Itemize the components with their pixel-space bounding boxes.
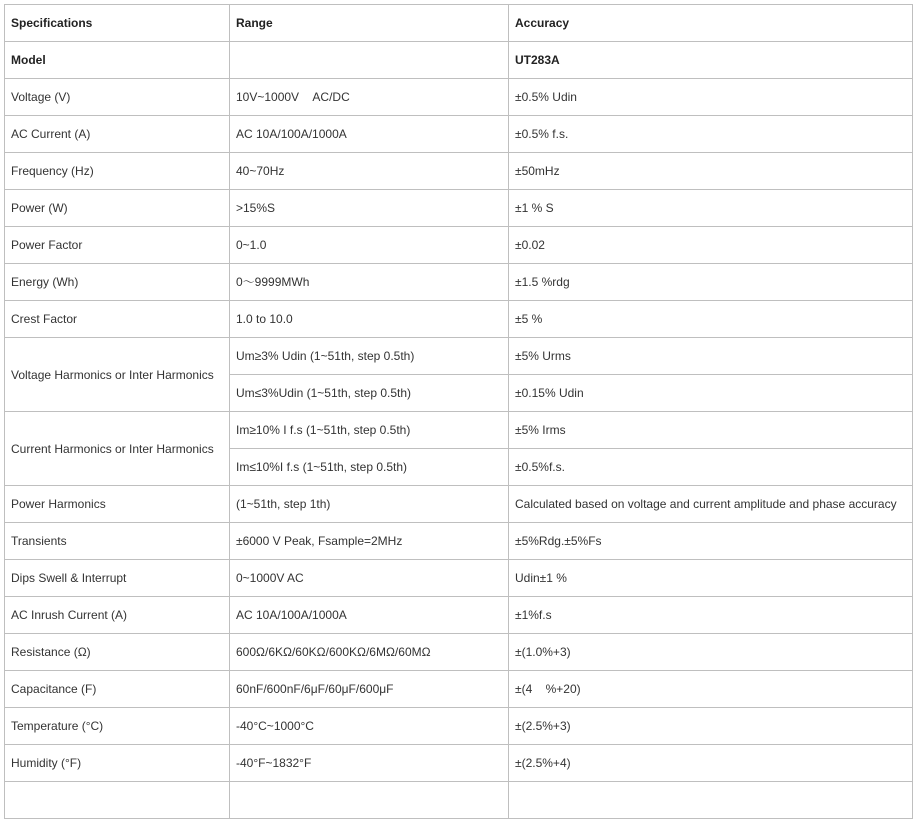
table-row [5, 338, 913, 375]
spec-cell: Dips Swell & Interrupt [5, 560, 230, 597]
range-cell: -40°F~1832°F [230, 745, 509, 782]
accuracy-cell: Udin±1 % [509, 560, 913, 597]
accuracy-cell: ±0.15% Udin [509, 375, 913, 412]
spec-cell: Transients [5, 523, 230, 560]
spec-cell: Capacitance (F) [5, 671, 230, 708]
spec-cell: Power (W) [5, 190, 230, 227]
empty-cell [5, 782, 230, 819]
table-header-row [5, 5, 913, 42]
range-cell: 0~1.0 [230, 227, 509, 264]
range-cell: Um≤3%Udin (1~51th, step 0.5th) [230, 375, 509, 412]
model-range [230, 42, 509, 79]
table-row [5, 486, 913, 523]
range-cell: Im≥10% I f.s (1~51th, step 0.5th) [230, 412, 509, 449]
range-cell: -40°C~1000°C [230, 708, 509, 745]
table-row [5, 745, 913, 782]
header-accuracy: Accuracy [509, 5, 913, 42]
table-row [5, 301, 913, 338]
range-cell: AC 10A/100A/1000A [230, 116, 509, 153]
range-cell: (1~51th, step 1th) [230, 486, 509, 523]
accuracy-cell: ±(1.0%+3) [509, 634, 913, 671]
range-cell: 1.0 to 10.0 [230, 301, 509, 338]
range-cell: Im≤10%I f.s (1~51th, step 0.5th) [230, 449, 509, 486]
table-row [5, 523, 913, 560]
accuracy-cell: ±(4 %+20) [509, 671, 913, 708]
table-row [5, 264, 913, 301]
table-row [5, 79, 913, 116]
table-row [5, 634, 913, 671]
empty-cell [230, 782, 509, 819]
range-cell: 600Ω/6KΩ/60KΩ/600KΩ/6MΩ/60MΩ [230, 634, 509, 671]
range-cell: AC 10A/100A/1000A [230, 597, 509, 634]
spec-cell: Resistance (Ω) [5, 634, 230, 671]
table-row [5, 227, 913, 264]
range-cell: ±6000 V Peak, Fsample=2MHz [230, 523, 509, 560]
accuracy-cell: ±(2.5%+3) [509, 708, 913, 745]
header-specifications: Specifications [5, 5, 230, 42]
range-cell: 60nF/600nF/6μF/60μF/600μF [230, 671, 509, 708]
accuracy-cell: ±1%f.s [509, 597, 913, 634]
range-cell: Um≥3% Udin (1~51th, step 0.5th) [230, 338, 509, 375]
range-cell: 0～9999MWh [230, 264, 509, 301]
spec-cell: AC Inrush Current (A) [5, 597, 230, 634]
spec-cell: Voltage Harmonics or Inter Harmonics [5, 338, 230, 412]
table-row [5, 153, 913, 190]
accuracy-cell: ±5%Rdg.±5%Fs [509, 523, 913, 560]
range-cell: 10V~1000V AC/DC [230, 79, 509, 116]
header-range: Range [230, 5, 509, 42]
accuracy-cell: Calculated based on voltage and current amplitude and phase accuracy [509, 486, 913, 523]
table-row [5, 116, 913, 153]
table-row [5, 708, 913, 745]
accuracy-cell: ±1.5 %rdg [509, 264, 913, 301]
accuracy-cell: ±0.5% Udin [509, 79, 913, 116]
spec-cell: Current Harmonics or Inter Harmonics [5, 412, 230, 486]
model-row [5, 42, 913, 79]
spec-cell: Energy (Wh) [5, 264, 230, 301]
model-value: UT283A [509, 42, 913, 79]
accuracy-cell: ±50mHz [509, 153, 913, 190]
table-row [5, 412, 913, 449]
accuracy-cell: ±1 % S [509, 190, 913, 227]
spec-cell: Voltage (V) [5, 79, 230, 116]
model-label: Model [5, 42, 230, 79]
spec-cell: Frequency (Hz) [5, 153, 230, 190]
accuracy-cell: ±(2.5%+4) [509, 745, 913, 782]
spec-cell: AC Current (A) [5, 116, 230, 153]
spec-cell: Power Factor [5, 227, 230, 264]
specifications-table [4, 4, 913, 819]
range-cell: >15%S [230, 190, 509, 227]
table-row-partial [5, 782, 913, 819]
range-cell: 40~70Hz [230, 153, 509, 190]
spec-cell: Crest Factor [5, 301, 230, 338]
accuracy-cell: ±0.5%f.s. [509, 449, 913, 486]
table-row [5, 597, 913, 634]
accuracy-cell: ±0.5% f.s. [509, 116, 913, 153]
spec-cell: Power Harmonics [5, 486, 230, 523]
table-row [5, 560, 913, 597]
range-cell: 0~1000V AC [230, 560, 509, 597]
spec-cell: Temperature (°C) [5, 708, 230, 745]
empty-cell [509, 782, 913, 819]
spec-cell: Humidity (°F) [5, 745, 230, 782]
table-row [5, 190, 913, 227]
accuracy-cell: ±5% Urms [509, 338, 913, 375]
table-row [5, 671, 913, 708]
accuracy-cell: ±0.02 [509, 227, 913, 264]
accuracy-cell: ±5 % [509, 301, 913, 338]
accuracy-cell: ±5% Irms [509, 412, 913, 449]
